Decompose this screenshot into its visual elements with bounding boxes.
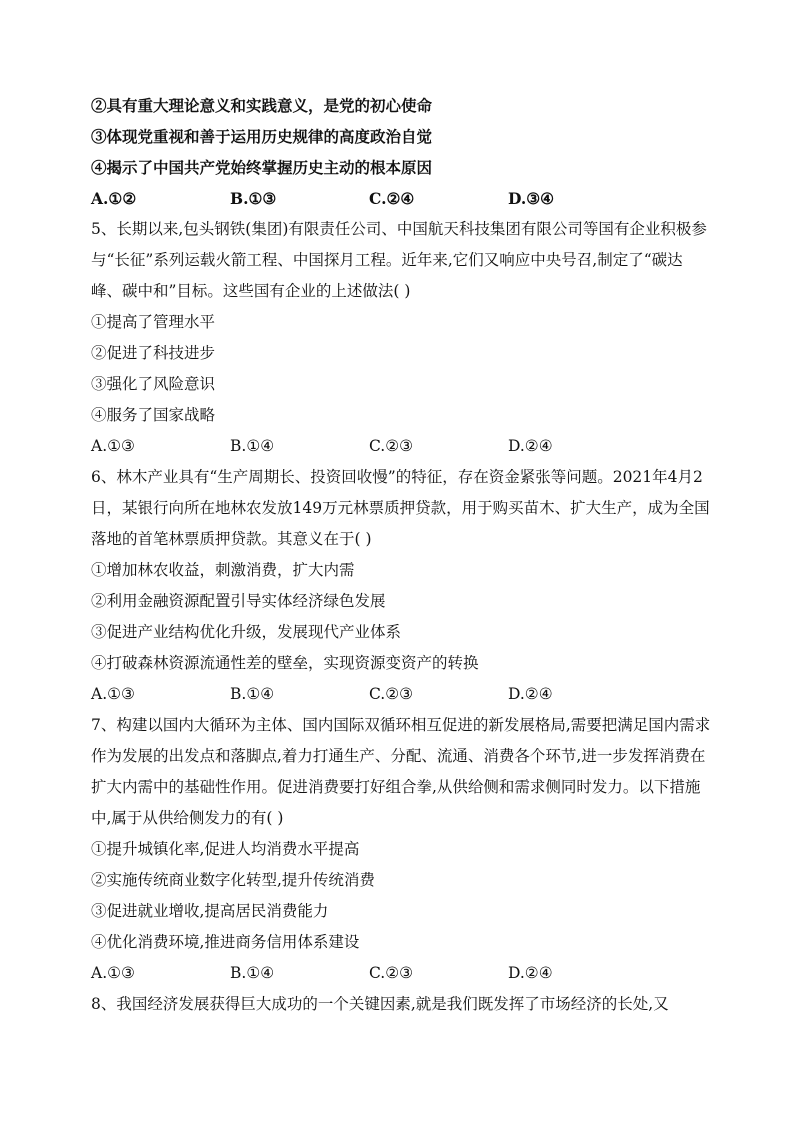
q7-choices: [91, 958, 711, 989]
q7-choice-b: B.①④: [230, 964, 275, 982]
q4-choice-c: C.②④: [369, 189, 415, 208]
q6-stem: 6、林木产业具有“生产周期长、投资回收慢”的特征，存在资金紧张等问题。2021年4月2日，某银行向所在地林农发放149万元林票质押贷款，用于购买苗木、扩大生产，成为全国落地的首笔林票质押贷款。其意义在于( ): [91, 468, 710, 548]
question-5: [91, 214, 711, 462]
q4-choice-b: B.①③: [230, 189, 277, 208]
q7-statement-1: ①提升城镇化率,促进人均消费水平提高: [91, 840, 360, 858]
q5-choice-a: A.①③: [91, 437, 135, 455]
q7-choice-c: C.②③: [369, 964, 414, 982]
q5-choices: [91, 431, 711, 462]
question-6: [91, 462, 711, 710]
q5-choice-b: B.①④: [230, 437, 275, 455]
q6-choices: [91, 679, 711, 710]
q4-statement-4: ④揭示了中国共产党始终掌握历史主动的根本原因: [91, 158, 433, 177]
q4-statement-3: ③体现党重视和善于运用历史规律的高度政治自觉: [91, 127, 433, 146]
q7-choice-d: D.②④: [508, 964, 553, 982]
q6-choice-d: D.②④: [508, 685, 553, 703]
q5-statement-1: ①提高了管理水平: [91, 313, 216, 331]
q6-statement-4: ④打破森林资源流通性差的壁垒，实现资源变资产的转换: [91, 654, 479, 672]
q5-statement-2: ②促进了科技进步: [91, 344, 216, 362]
q4-statement-2: ②具有重大理论意义和实践意义，是党的初心使命: [91, 96, 433, 115]
q7-choice-a: A.①③: [91, 964, 135, 982]
q6-statement-2: ②利用金融资源配置引导实体经济绿色发展: [91, 592, 386, 610]
q5-statement-4: ④服务了国家战略: [91, 406, 216, 424]
q7-statement-3: ③促进就业增收,提高居民消费能力: [91, 902, 329, 920]
question-7: [91, 710, 711, 989]
q4-choice-d: D.③④: [508, 189, 555, 208]
q7-statement-2: ②实施传统商业数字化转型,提升传统消费: [91, 871, 375, 889]
q5-stem: 5、长期以来,包头钢铁(集团)有限责任公司、中国航天科技集团有限公司等国有企业积极参与“长征”系列运载火箭工程、中国探月工程。近年来,它们又响应中央号召,制定了“碳达峰、碳中和”目标。这些国有企业的上述做法( ): [91, 220, 707, 300]
q5-choice-d: D.②④: [508, 437, 553, 455]
q7-stem: 7、构建以国内大循环为主体、国内国际双循环相互促进的新发展格局,需要把满足国内需求作为发展的出发点和落脚点,着力打通生产、分配、流通、消费各个环节,进一步发挥消费在扩大内需中的基础性作用。促进消费要打好组合拳,从供给侧和需求侧同时发力。以下措施中,属于从供给侧发力的有( ): [91, 716, 711, 827]
q6-statement-3: ③促进产业结构优化升级，发展现代产业体系: [91, 623, 402, 641]
q7-statement-4: ④优化消费环境,推进商务信用体系建设: [91, 933, 360, 951]
q6-statement-1: ①增加林农收益，刺激消费，扩大内需: [91, 561, 355, 579]
question-4: [91, 90, 711, 214]
q6-choice-c: C.②③: [369, 685, 414, 703]
q6-choice-a: A.①③: [91, 685, 135, 703]
q8-stem: 8、我国经济发展获得巨大成功的一个关键因素,就是我们既发挥了市场经济的长处,又: [91, 995, 669, 1013]
exam-page: [91, 90, 711, 1020]
question-8: [91, 989, 711, 1020]
q5-statement-3: ③强化了风险意识: [91, 375, 216, 393]
q4-choices: [91, 183, 711, 214]
q6-choice-b: B.①④: [230, 685, 275, 703]
q4-choice-a: A.①②: [91, 189, 137, 208]
q5-choice-c: C.②③: [369, 437, 414, 455]
